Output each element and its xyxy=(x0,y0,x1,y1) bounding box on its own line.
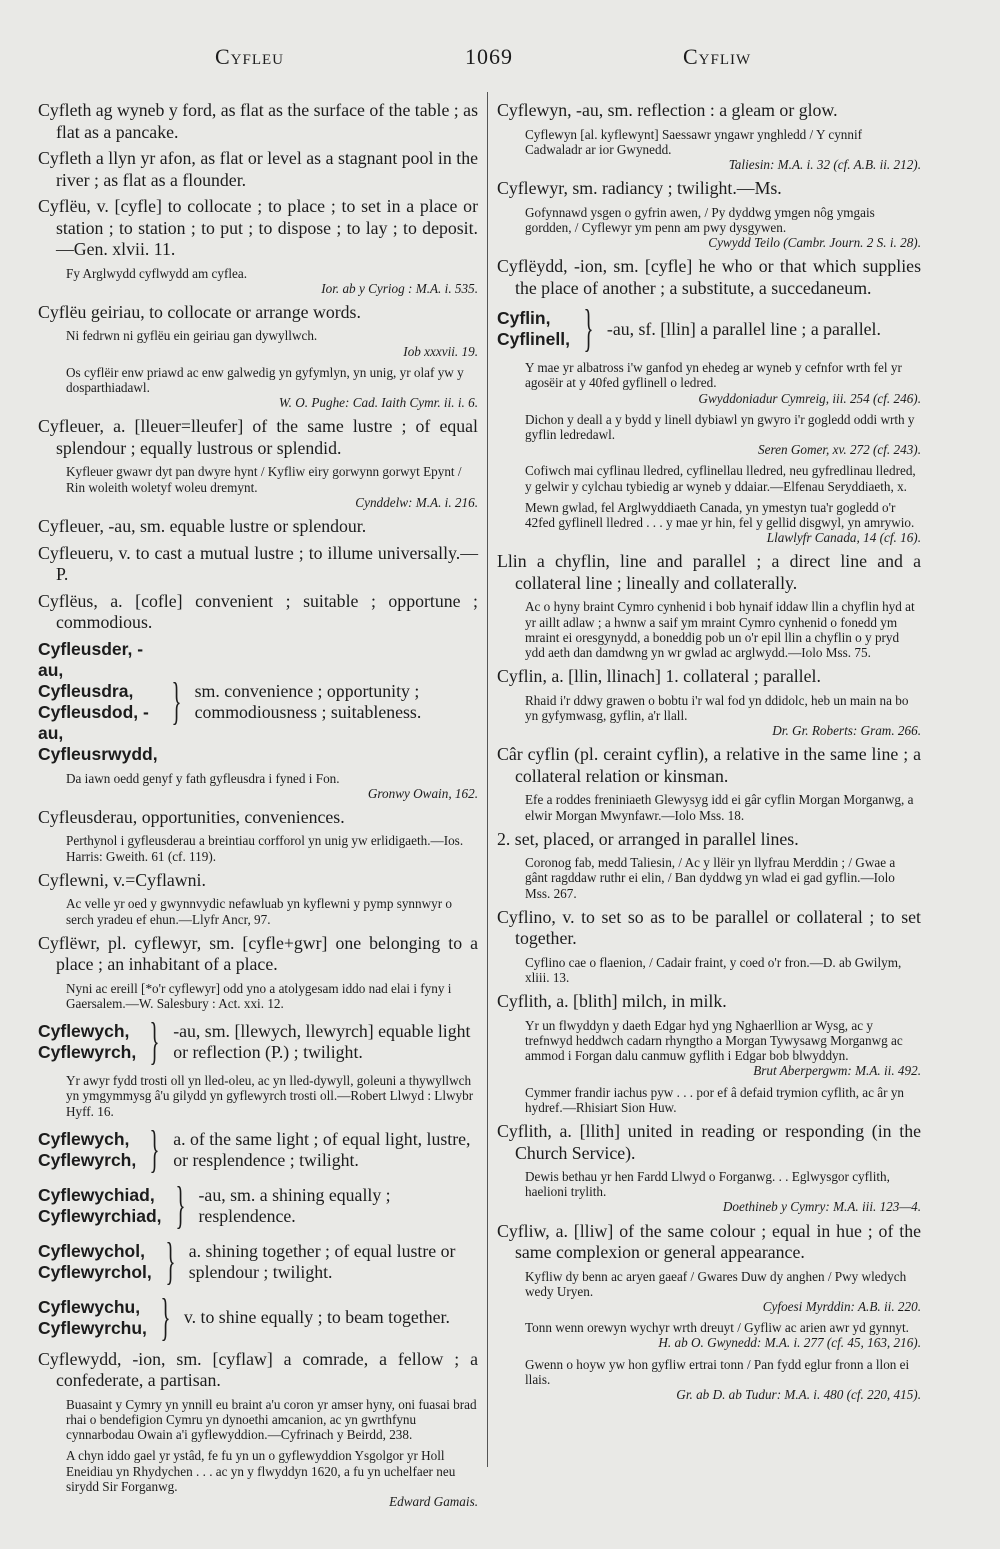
quote-source: Llawlyfr Canada, 14 (cf. 16). xyxy=(766,530,921,546)
citation-quote xyxy=(66,771,478,801)
brace-glyph: } xyxy=(583,300,594,358)
running-head-left: Cyfleu xyxy=(215,44,285,69)
citation-quote xyxy=(525,1018,921,1079)
quote-text: Coronog fab, medd Taliesin, / Ac y llëir yn llyfrau Merddin ; / Gwae a gânt ragddaw ruthr ei elin, / Ban dyddwg yn wlad ei gad gyflin.—Iolo Mss. 267. xyxy=(525,855,896,901)
brace-glyph: } xyxy=(171,672,182,730)
quote-text: Efe a roddes freniniaeth Glewysyg idd ei gâr cyflin Morgan Morganwg, a elwir Morgan Mwynfawr.—Iolo Mss. 18. xyxy=(525,792,914,823)
grouped-headwords: Cyflewych, Cyflewyrch, xyxy=(38,1128,137,1170)
grouped-headwords-entry xyxy=(38,1288,478,1346)
citation-quote xyxy=(66,328,478,358)
quote-text: Cymmer frandir iachus pyw . . . por ef â defaid trymion cyflith, ac âr yn hydref.—Rhisiart Sion Huw. xyxy=(525,1084,905,1115)
citation-quote xyxy=(66,266,478,296)
quote-source: Seren Gomer, xv. 272 (cf. 243). xyxy=(758,442,921,458)
citation-quote xyxy=(525,127,921,173)
citation-quote xyxy=(66,896,478,926)
quote-text: Yr awyr fydd trosti oll yn lled-oleu, ac yn lled-dywyll, goleuni a thywyllwch yn ymgymmysg â'u gilydd yn gyflewyrch trosti oll.—Robert Llwyd : Llwybr Hyff. 16. xyxy=(66,1073,474,1119)
quote-text: Tonn wenn orewyn wychyr wrth dreuyt / Gyfliw ac arien awr yd gynnyt. xyxy=(525,1320,909,1336)
quote-text: Ni fedrwn ni gyflëu ein geiriau gan dywyllwch. xyxy=(66,328,318,344)
dictionary-entry: Cyflino, v. to set so as to be parallel or collateral ; to set together. xyxy=(497,906,921,949)
dictionary-entry: Cyflith, a. [llith] united in reading or responding (in the Church Service). xyxy=(497,1121,921,1163)
brace-glyph: } xyxy=(165,1232,176,1290)
citation-quote xyxy=(525,855,921,901)
quote-source: H. ab O. Gwynedd: M.A. i. 277 (cf. 45, 163, 216). xyxy=(658,1335,921,1351)
quote-text: Dewis bethau yr hen Fardd Llwyd o Forganwg. . . Eglwysgor cyflith, haelioni trylith. xyxy=(525,1169,890,1200)
citation-quote xyxy=(66,1448,478,1509)
dictionary-entry: Cyflëydd, -ion, sm. [cyfle] he who or that which supplies the place of another ; a substitute, a succedaneum. xyxy=(497,256,921,298)
quote-text: Nyni ac ereill [*o'r cyflewyr] odd yno a atolygesam iddo nad elai i fyny i Gaersalem.—W. Salesbury : Act. xxi. 12. xyxy=(66,980,452,1011)
group-definition: a. shining together ; of equal lustre or splendour ; twilight. xyxy=(188,1240,456,1282)
brace-glyph: } xyxy=(175,1176,186,1234)
quote-source: W. O. Pughe: Cad. Iaith Cymr. ii. i. 6. xyxy=(278,395,478,411)
quote-text: A chyn iddo gael yr ystâd, fe fu yn un o gyflewyddion Ysgolgor yr Holl Eneidiau yn Rhydychen . . . ac yn y flwyddyn 1620, a fu yn uchelfaer neu sirydd Sir Forganwg. xyxy=(66,1448,456,1494)
quote-text: Perthynol i gyfleusderau a breintiau corfforol yn unig yw erlidigaeth.—Ios. Harris: Gweith. 61 (cf. 119). xyxy=(66,833,464,864)
citation-quote xyxy=(525,360,921,406)
grouped-headwords: Cyflewychiad, Cyflewyrchiad, xyxy=(38,1184,162,1226)
quote-text: Mewn gwlad, fel Arglwyddiaeth Canada, yn ymestyn tua'r gogledd o'r 42fed gyflinell lledred . . . y mae yr hin, fel y gellid disgwyl, yn amrywio. xyxy=(525,499,915,531)
quote-text: Fy Arglwydd cyflwydd am cyflea. xyxy=(66,265,248,281)
group-definition: sm. convenience ; opportunity ; commodiousness ; suitableness. xyxy=(194,680,422,722)
group-definition: v. to shine equally ; to beam together. xyxy=(183,1307,450,1328)
quote-text: Ac o hyny braint Cymro cynhenid i bob hynaif iddaw llin a chyflin hyd at yr aillt adlaw ; a hwnw a saif ym mraint Cymro cynhenid o fonedd ym mraint ei oresgynydd, a boneddig pob un o'r epil llin a chyflin o y pryd ydd aeth dan damdwng yn wr gwlad ac arglwydd.—Iolo Mss. 75. xyxy=(525,599,915,661)
citation-quote xyxy=(525,1085,921,1115)
dictionary-entry: Cyflëu, v. [cyfle] to collocate ; to place ; to set in a place or station ; to station ; to put ; to dispose ; to lay ; to deposit.—Gen. xlvii. 11. xyxy=(38,196,478,259)
citation-quote xyxy=(66,464,478,510)
quote-text: Kyfleuer gwawr dyt pan dwyre hynt / Kyfliw eiry gorwynn gorwyt Epynt / Rin woleith woletyf woleu dremynt. xyxy=(66,464,462,495)
grouped-headwords: Cyflewychu, Cyflewyrchu, xyxy=(38,1296,147,1338)
citation-quote xyxy=(525,599,921,660)
dictionary-entry: Cyfleuer, a. [lleuer=lleufer] of the same lustre ; of equal splendour ; equally lustrous or splendid. xyxy=(38,416,478,458)
quote-text: Dichon y deall a y bydd y linell dybiawl yn gwyro i'r gogledd oddi wrth y gyflin ledredawl. xyxy=(525,411,915,443)
citation-quote xyxy=(525,500,921,546)
quote-text: Da iawn oedd genyf y fath gyfleusdra i fyned i Fon. xyxy=(66,770,340,786)
grouped-headwords-entry xyxy=(38,1120,478,1178)
group-definition: -au, sm. [llewych, llewyrch] equable light or reflection (P.) ; twilight. xyxy=(173,1021,471,1063)
dictionary-entry: Cyflith, a. [blith] milch, in milk. xyxy=(497,991,727,1012)
grouped-headwords-entry xyxy=(38,1176,478,1234)
group-definition: a. of the same light ; of equal light, lustre, or resplendence ; twilight. xyxy=(173,1128,471,1170)
quote-source: Iob xxxvii. 19. xyxy=(403,343,478,359)
citation-quote xyxy=(66,833,478,863)
quote-source: Brut Aberpergwm: M.A. ii. 492. xyxy=(753,1063,921,1079)
dictionary-entry: Cyflewyr, sm. radiancy ; twilight.—Ms. xyxy=(497,178,782,199)
dictionary-entry: Cyflewyn, -au, sm. reflection : a gleam or glow. xyxy=(497,100,838,120)
citation-quote xyxy=(525,1269,921,1315)
grouped-headwords: Cyflewychol, Cyflewyrchol, xyxy=(38,1240,152,1282)
dictionary-entry: Cyflëwr, pl. cyflewyr, sm. [cyfle+gwr] one belonging to a place ; an inhabitant of a place. xyxy=(38,932,478,975)
dictionary-entry: Cyflewni, v.=Cyflawni. xyxy=(38,869,206,890)
dictionary-entry: Cyfliw, a. [lliw] of the same colour ; equal in hue ; of the same complexion or general appearance. xyxy=(497,1220,921,1263)
citation-quote xyxy=(66,1073,478,1119)
citation-quote xyxy=(525,1169,921,1215)
dictionary-entry: Cyflëu geiriau, to collocate or arrange words. xyxy=(38,301,361,322)
citation-quote xyxy=(525,463,921,493)
brace-glyph: } xyxy=(160,1288,171,1346)
dictionary-entry: Cyfleth a llyn yr afon, as flat or level as a stagnant pool in the river ; as flat as a flounder. xyxy=(38,148,478,190)
citation-quote xyxy=(525,792,921,822)
group-definition: -au, sm. a shining equally ; resplendence. xyxy=(198,1184,391,1226)
column-divider xyxy=(487,92,488,1467)
quote-text: Cyflino cae o flaenion, / Cadair fraint, y coed o'r fron.—D. ab Gwilym, xliii. 13. xyxy=(525,954,902,986)
quote-source: Cywydd Teilo (Cambr. Journ. 2 S. i. 28). xyxy=(708,235,921,251)
quote-source: Taliesin: M.A. i. 32 (cf. A.B. ii. 212). xyxy=(728,156,921,172)
quote-text: Cyflewyn [al. kyflewynt] Saessawr yngawr ynghledd / Y cynnif Cadwaladr ar ior Gwynedd. xyxy=(525,126,863,157)
quote-text: Rhaid i'r ddwy grawen o bobtu i'r wal fod yn ddidolc, heb un main na bo yn gyfymwasg, gyflin, a'r llall. xyxy=(525,692,909,723)
quote-text: Os cyflëir enw priawd ac enw galwedig yn gyfymlyn, yn unig, yr olaf yw y dosparthiadawl. xyxy=(66,364,464,396)
brace-glyph: } xyxy=(149,1120,160,1178)
quote-text: Kyfliw dy benn ac aryen gaeaf / Gwares Duw dy anghen / Pwy wledych wedy Uryen. xyxy=(525,1268,907,1299)
grouped-headwords: Cyflewych, Cyflewyrch, xyxy=(38,1021,137,1063)
citation-quote xyxy=(525,412,921,458)
quote-text: Cofiwch mai cyflinau lledred, cyflinellau lledred, neu gyfredlinau lledred, y gelwir y cylchau tybiedig ar wyneb y ddaiar.—Elfenau Seryddiaeth, x. xyxy=(525,463,916,494)
dictionary-entry: Cyflëus, a. [cofle] convenient ; suitable ; opportune ; commodious. xyxy=(38,590,478,633)
quote-source: Ior. ab y Cyriog : M.A. i. 535. xyxy=(321,280,478,296)
quote-source: Doethineb y Cymry: M.A. iii. 123—4. xyxy=(722,1199,921,1215)
quote-source: Gwyddoniadur Cymreig, iii. 254 (cf. 246). xyxy=(698,390,921,406)
quote-text: Gwenn o hoyw yw hon gyfliw ertrai tonn / Pan fydd eglur fronn a llon ei llais. xyxy=(525,1356,910,1387)
dictionary-entry: Cyfleueru, v. to cast a mutual lustre ; to illume universally.—P. xyxy=(38,542,478,585)
dictionary-entry: Llin a chyflin, line and parallel ; a direct line and a collateral line ; lineally and collaterally. xyxy=(497,551,921,593)
quote-text: Buasaint y Cymry yn ynnill eu braint a'u coron yr amser hyny, oni fuasai brad rhai o bendefigion Cymru yn dynoethi amcanion, ac yn gwrthfynu cynnarbodau Owain a'i gyflewyddion.—Cyfrinach y Beirdd, 238. xyxy=(66,1396,477,1443)
dictionary-entry: Cyfleth ag wyneb y ford, as flat as the surface of the table ; as flat as a pancake. xyxy=(38,100,478,142)
quote-text: Yr un flwyddyn y daeth Edgar hyd yng Nghaerllion ar Wysg, ac y trefnwyd heddwch cadarn rhyngtho a Morgan Tywysawg Morganwg ac ammod i Forgan dalu canmuw gyflith i Edgar bob blwyddyn. xyxy=(525,1017,903,1064)
citation-quote xyxy=(66,981,478,1011)
citation-quote xyxy=(525,1320,921,1350)
left-column xyxy=(38,100,478,1509)
dictionary-entry: Cyfleuer, -au, sm. equable lustre or splendour. xyxy=(38,516,367,537)
grouped-headwords-entry xyxy=(38,1232,478,1290)
grouped-headwords-entry xyxy=(38,1013,478,1071)
grouped-headwords: Cyflin, Cyflinell, xyxy=(497,308,570,350)
quote-source: Cyfoesi Myrddin: A.B. ii. 220. xyxy=(762,1299,921,1315)
quote-source: Cynddelw: M.A. i. 216. xyxy=(355,494,478,510)
grouped-headwords-entry xyxy=(497,300,921,358)
grouped-headwords: Cyfleusder, -au, Cyfleusdra, Cyfleusdod, -au, Cyfleusrwydd, xyxy=(38,638,158,764)
group-definition: -au, sf. [llin] a parallel line ; a parallel. xyxy=(606,318,881,339)
right-column xyxy=(497,100,921,1480)
citation-quote xyxy=(66,1397,478,1443)
quote-text: Gofynnawd ysgen o gyfrin awen, / Py dyddwg ymgen nôg ymgais gordden, / Cyflewyr ym penn am pwy dysgywen. xyxy=(525,204,875,235)
citation-quote xyxy=(525,693,921,739)
dictionary-entry: Câr cyflin (pl. ceraint cyflin), a relative in the same line ; a collateral relation or kinsman. xyxy=(497,744,921,786)
quote-source: Gronwy Owain, 162. xyxy=(367,785,478,801)
citation-quote xyxy=(525,1357,921,1403)
running-head-right: Cyfliw xyxy=(683,44,752,69)
page-header xyxy=(0,44,1000,78)
citation-quote xyxy=(525,205,921,251)
dictionary-entry: Cyflewydd, -ion, sm. [cyflaw] a comrade, a fellow ; a confederate, a partisan. xyxy=(38,1348,478,1391)
page-number: 1069 xyxy=(465,44,513,69)
quote-text: Ac velle yr oed y gwynnvydic nefawluab yn kyflewni y pymp synnwyr o serch yradeu ef ehun.—Llyfr Ancr, 97. xyxy=(66,896,453,927)
quote-source: Gr. ab D. ab Tudur: M.A. i. 480 (cf. 220, 415). xyxy=(676,1387,921,1403)
quote-source: Dr. Gr. Roberts: Gram. 266. xyxy=(772,723,921,739)
grouped-headwords-entry xyxy=(38,639,478,765)
quote-text: Y mae yr albatross i'w ganfod yn ehedeg ar wyneb y cefnfor wrth fel yr agosëir at y 40fed gyflinell o ledred. xyxy=(525,360,902,391)
quote-source: Edward Gamais. xyxy=(389,1493,478,1509)
dictionary-entry: 2. set, placed, or arranged in parallel lines. xyxy=(497,828,799,849)
dictionary-entry: Cyflin, a. [llin, llinach] 1. collateral ; parallel. xyxy=(497,666,821,687)
brace-glyph: } xyxy=(149,1013,160,1071)
citation-quote xyxy=(525,955,921,985)
dictionary-entry: Cyfleusderau, opportunities, conveniences. xyxy=(38,806,345,827)
citation-quote xyxy=(66,365,478,411)
